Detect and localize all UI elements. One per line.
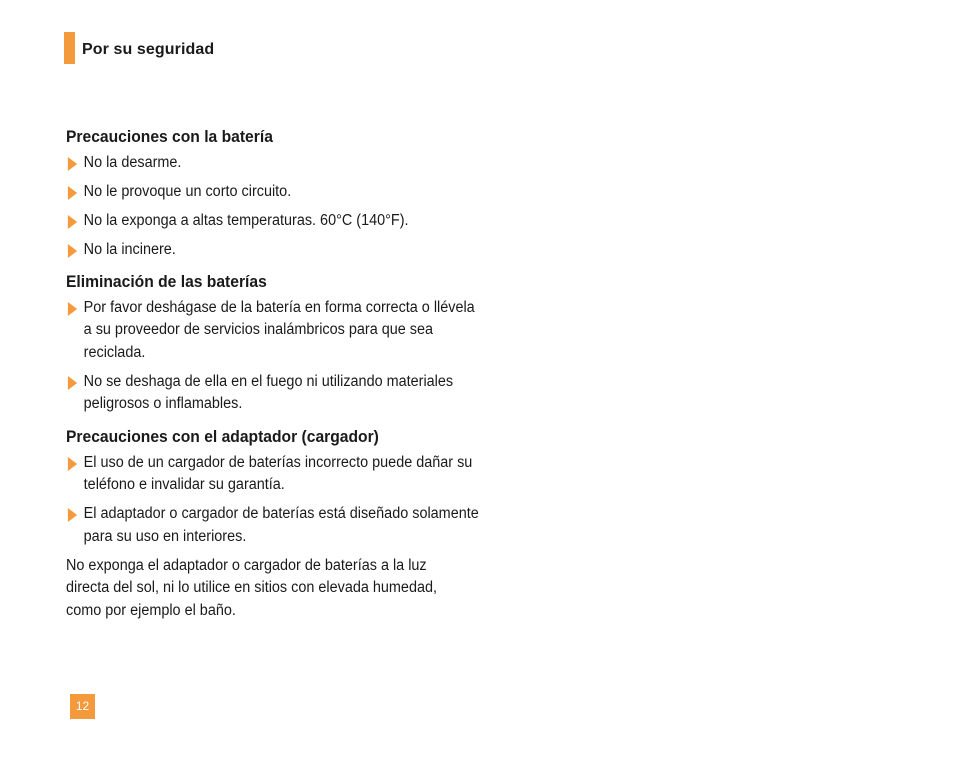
list-item [66, 503, 484, 548]
list-item-text: El adaptador o cargador de baterías está diseñado solamente para su uso en interiores. [83, 505, 479, 545]
list-item-text: No se deshaga de ella en el fuego ni utilizando materiales peligrosos o inflamables. [83, 372, 454, 412]
page-number-badge: 12 [70, 694, 95, 719]
list-item-text: No le provoque un corto circuito. [83, 183, 292, 200]
main-content [66, 125, 479, 622]
list-item [66, 152, 484, 175]
battery-precautions-list [66, 152, 476, 262]
list-item-text: No la exponga a altas temperaturas. 60°C (140°F). [83, 212, 409, 229]
list-item [66, 371, 484, 416]
list-item-text: El uso de un cargador de baterías incorrecto puede dañar su teléfono e invalidar su garantía. [83, 453, 473, 493]
bullet-triangle-icon [68, 157, 77, 171]
adapter-precautions-list [66, 452, 479, 549]
bullet-triangle-icon [68, 508, 77, 522]
section-title-adapter-precautions: Precauciones con el adaptador (cargador) [66, 426, 379, 446]
list-item-text: No la desarme. [83, 154, 182, 171]
section-title-battery-disposal: Eliminación de las baterías [66, 271, 267, 291]
bullet-triangle-icon [68, 244, 77, 258]
section-title-battery-precautions: Precauciones con la batería [66, 127, 273, 146]
bullet-triangle-icon [68, 302, 77, 316]
list-item [66, 210, 484, 233]
battery-disposal-list [66, 297, 476, 416]
list-item [66, 297, 484, 365]
list-item-text: No la incinere. [83, 241, 176, 258]
list-item-text: Por favor deshágase de la batería en forma correcta o llévela a su proveedor de servicios inalámbricos para que sea reciclada. [83, 298, 475, 361]
list-item [66, 181, 484, 204]
bullet-triangle-icon [68, 186, 77, 200]
header-accent-bar [64, 32, 75, 64]
bullet-triangle-icon [68, 215, 77, 229]
bullet-triangle-icon [68, 457, 77, 471]
list-item [66, 239, 484, 262]
adapter-sunlight-paragraph: No exponga el adaptador o cargador de baterías a la luz directa del sol, ni lo utilice en sitios con elevada humedad, como por ejemplo el baño. [66, 556, 438, 619]
page-header-title: Por su seguridad [82, 41, 215, 58]
list-item [66, 452, 484, 497]
bullet-triangle-icon [68, 376, 77, 390]
